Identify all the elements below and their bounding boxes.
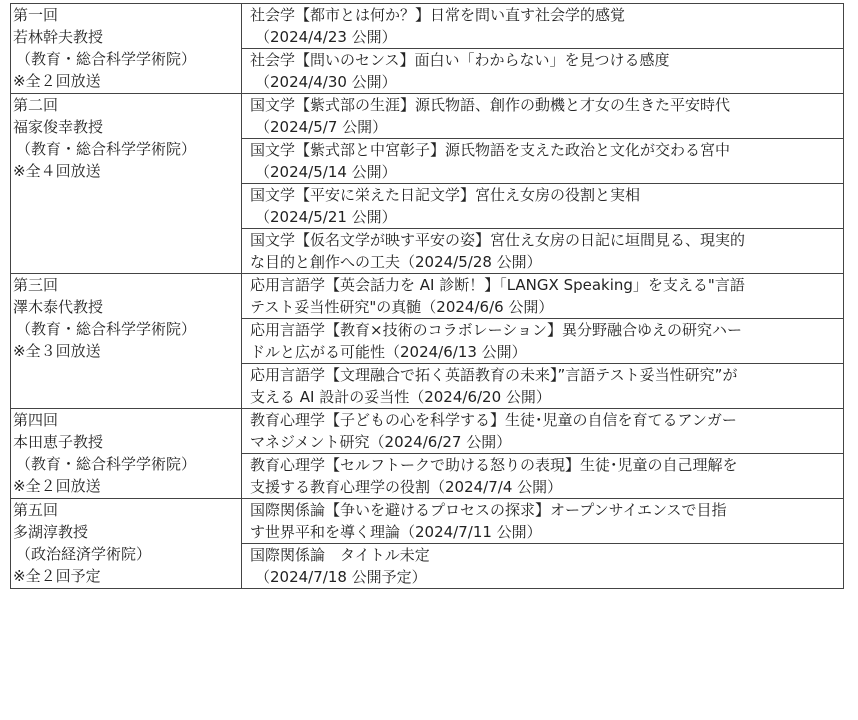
schedule-body bbox=[11, 4, 844, 589]
episode-cell bbox=[242, 544, 844, 589]
episode-cell bbox=[242, 139, 844, 184]
professor-name: 福家俊幸教授 bbox=[13, 118, 104, 136]
schedule-row bbox=[11, 409, 844, 454]
affiliation: （教育・総合科学学術院） bbox=[16, 455, 197, 473]
professor-name: 多湖淳教授 bbox=[13, 523, 89, 541]
episode-title-continued: （2024/4/23 公開） bbox=[255, 28, 397, 46]
session-number: 第二回 bbox=[13, 96, 59, 114]
episode-cell bbox=[242, 319, 844, 364]
affiliation: （教育・総合科学学術院） bbox=[16, 50, 197, 68]
professor-name: 澤木泰代教授 bbox=[13, 298, 104, 316]
episode-cell bbox=[242, 4, 844, 49]
broadcast-count: ※全４回放送 bbox=[13, 162, 101, 180]
lecturer-cell bbox=[11, 409, 242, 499]
affiliation: （教育・総合科学学術院） bbox=[16, 320, 197, 338]
broadcast-count: ※全２回放送 bbox=[13, 72, 101, 90]
lecturer-cell bbox=[11, 94, 242, 274]
episode-cell bbox=[242, 49, 844, 94]
episode-title: 社会学【問いのセンス】面白い「わからない」を見つける感度 bbox=[250, 51, 670, 69]
episode-title-continued: な目的と創作への工夫（2024/5/28 公開） bbox=[250, 253, 542, 271]
lecture-schedule-table bbox=[10, 3, 844, 589]
episode-cell bbox=[242, 409, 844, 454]
lecturer-cell bbox=[11, 4, 242, 94]
lecturer-cell bbox=[11, 274, 242, 409]
session-number: 第三回 bbox=[13, 276, 59, 294]
episode-cell bbox=[242, 454, 844, 499]
schedule-row bbox=[11, 499, 844, 544]
session-number: 第五回 bbox=[13, 501, 59, 519]
episode-title-continued: （2024/4/30 公開） bbox=[255, 73, 397, 91]
lecturer-cell bbox=[11, 499, 242, 589]
professor-name: 若林幹夫教授 bbox=[13, 28, 104, 46]
episode-title: 国文学【紫式部と中宮彰子】源氏物語を支えた政治と文化が交わる宮中 bbox=[250, 141, 731, 159]
episode-title: 教育心理学【セルフトークで助ける怒りの表現】生徒･児童の自己理解を bbox=[250, 456, 738, 474]
schedule-row bbox=[11, 4, 844, 49]
episode-title-continued: （2024/5/14 公開） bbox=[255, 163, 397, 181]
broadcast-count: ※全２回予定 bbox=[13, 567, 101, 585]
episode-cell bbox=[242, 184, 844, 229]
episode-title: 社会学【都市とは何か？】日常を問い直す社会学的感覚 bbox=[250, 6, 626, 24]
broadcast-count: ※全２回放送 bbox=[13, 477, 101, 495]
episode-title-continued: マネジメント研究（2024/6/27 公開） bbox=[250, 433, 512, 451]
episode-cell bbox=[242, 94, 844, 139]
episode-cell bbox=[242, 499, 844, 544]
episode-title-continued: テスト妥当性研究"の真髄（2024/6/6 公開） bbox=[250, 298, 554, 316]
episode-cell bbox=[242, 229, 844, 274]
episode-title: 国文学【平安に栄えた日記文学】宮仕え女房の役割と実相 bbox=[250, 186, 641, 204]
episode-title: 国際関係論 タイトル未定 bbox=[250, 546, 430, 564]
episode-title-continued: （2024/7/18 公開予定） bbox=[255, 568, 427, 586]
episode-title: 教育心理学【子どもの心を科学する】生徒･児童の自信を育てるアンガー bbox=[250, 411, 737, 429]
episode-title-continued: ドルと広がる可能性（2024/6/13 公開） bbox=[250, 343, 527, 361]
session-number: 第一回 bbox=[13, 6, 59, 24]
affiliation: （政治経済学術院） bbox=[16, 545, 152, 563]
session-number: 第四回 bbox=[13, 411, 59, 429]
episode-cell bbox=[242, 274, 844, 319]
episode-title: 国文学【紫式部の生涯】源氏物語、創作の動機と才女の生きた平安時代 bbox=[250, 96, 731, 114]
episode-title: 国際関係論【争いを避けるプロセスの探求】オープンサイエンスで目指 bbox=[250, 501, 727, 519]
episode-title: 応用言語学【文理融合で拓く英語教育の未来】”言語テスト妥当性研究”が bbox=[250, 366, 738, 384]
broadcast-count: ※全３回放送 bbox=[13, 342, 101, 360]
episode-title-continued: 支える AI 設計の妥当性（2024/6/20 公開） bbox=[250, 388, 551, 406]
schedule-row bbox=[11, 274, 844, 319]
episode-title: 国文学【仮名文学が映す平安の姿】宮仕え女房の日記に垣間見る、現実的 bbox=[250, 231, 746, 249]
schedule-row bbox=[11, 94, 844, 139]
affiliation: （教育・総合科学学術院） bbox=[16, 140, 197, 158]
professor-name: 本田恵子教授 bbox=[13, 433, 104, 451]
episode-title: 応用言語学【英会話力を AI 診断！】「LANGX Speaking」を支える"言語 bbox=[250, 276, 745, 294]
episode-title-continued: す世界平和を導く理論（2024/7/11 公開） bbox=[250, 523, 542, 541]
episode-title: 応用言語学【教育×技術のコラボレーション】異分野融合ゆえの研究ハー bbox=[250, 321, 742, 339]
episode-title-continued: （2024/5/7 公開） bbox=[255, 118, 388, 136]
episode-title-continued: （2024/5/21 公開） bbox=[255, 208, 397, 226]
episode-cell bbox=[242, 364, 844, 409]
episode-title-continued: 支援する教育心理学の役割（2024/7/4 公開） bbox=[250, 478, 563, 496]
